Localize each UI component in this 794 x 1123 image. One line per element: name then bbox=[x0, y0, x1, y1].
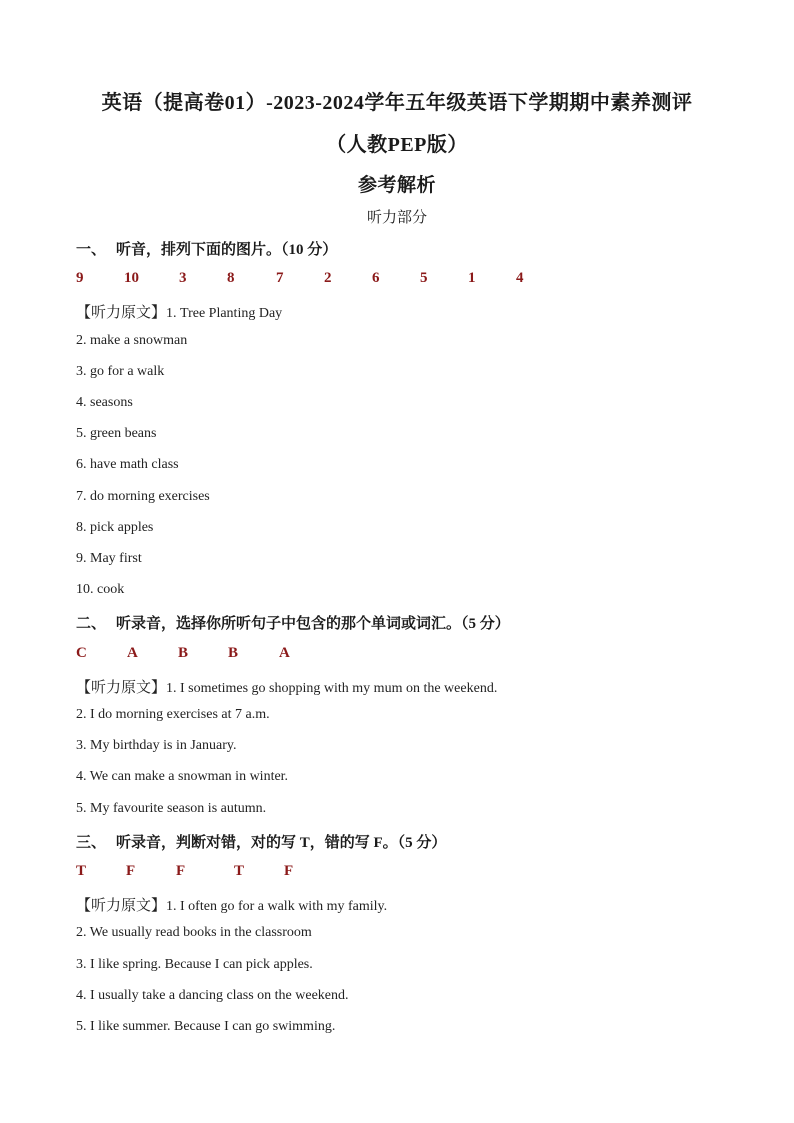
document-edition: （人教PEP版） bbox=[326, 134, 468, 156]
transcript-line: 2. We usually read books in the classroom bbox=[76, 925, 312, 940]
transcript-line: 2. make a snowman bbox=[76, 333, 188, 348]
answer-item: A bbox=[127, 645, 138, 661]
section-number: 一、 bbox=[76, 242, 107, 258]
document-heading: 参考解析 bbox=[357, 175, 436, 196]
transcript-line: 3. go for a walk bbox=[76, 364, 165, 379]
answer-item: 1 bbox=[468, 270, 476, 286]
answer-item: 3 bbox=[179, 270, 187, 286]
answer-item: C bbox=[76, 645, 87, 661]
answer-item: 9 bbox=[76, 270, 84, 286]
answer-item: B bbox=[228, 645, 239, 661]
answer-item: 7 bbox=[276, 270, 284, 286]
document-title: 英语（提高卷01）-2023-2024学年五年级英语下学期期中素养测评 bbox=[101, 92, 693, 114]
transcript-line: 4. seasons bbox=[76, 395, 133, 410]
transcript-line: 5. green beans bbox=[76, 426, 157, 441]
transcript-line: 7. do morning exercises bbox=[76, 489, 210, 504]
transcript-line: 10. cook bbox=[76, 582, 125, 597]
transcript-line: 8. pick apples bbox=[76, 520, 154, 535]
transcript-line: 2. I do morning exercises at 7 a.m. bbox=[76, 707, 270, 722]
answer-item: F bbox=[176, 863, 186, 879]
transcript-line: 3. My birthday is in January. bbox=[76, 738, 237, 753]
answer-item: B bbox=[178, 645, 189, 661]
transcript-line: 5. My favourite season is autumn. bbox=[76, 801, 267, 816]
answer-item: 2 bbox=[324, 270, 332, 286]
answer-item: A bbox=[279, 645, 290, 661]
transcript-tag: 【听力原文】 bbox=[76, 305, 167, 321]
transcript-line: 9. May first bbox=[76, 551, 142, 566]
transcript-line: 【听力原文】1. I often go for a walk with my family. bbox=[76, 898, 388, 914]
transcript-line: 3. I like spring. Because I can pick apples. bbox=[76, 957, 313, 972]
section-2-heading bbox=[76, 612, 510, 633]
transcript-line: 【听力原文】1. Tree Planting Day bbox=[76, 305, 283, 321]
section-1-heading bbox=[76, 238, 337, 259]
answer-item: 10 bbox=[124, 270, 139, 286]
section-title: 听音，排列下面的图片。（10 分） bbox=[116, 242, 338, 258]
answer-item: 6 bbox=[372, 270, 380, 286]
section-number: 二、 bbox=[76, 616, 107, 632]
section-title: 听录音，选择你所听句子中包含的那个单词或词汇。（5 分） bbox=[116, 616, 510, 632]
section-number: 三、 bbox=[76, 835, 107, 851]
answer-item: F bbox=[284, 863, 294, 879]
transcript-line: 6. have math class bbox=[76, 457, 179, 472]
section-subtitle: 听力部分 bbox=[366, 210, 427, 226]
answer-item: 8 bbox=[227, 270, 235, 286]
answer-item: T bbox=[234, 863, 245, 879]
answer-item: F bbox=[126, 863, 136, 879]
transcript-tag: 【听力原文】 bbox=[76, 680, 167, 696]
transcript-line: 4. I usually take a dancing class on the weekend. bbox=[76, 988, 349, 1003]
section-title: 听录音，判断对错，对的写 T，错的写 F。（5 分） bbox=[116, 835, 447, 851]
answer-item: 5 bbox=[420, 270, 428, 286]
answer-item: 4 bbox=[516, 270, 524, 286]
transcript-line: 5. I like summer. Because I can go swimming. bbox=[76, 1019, 336, 1034]
transcript-tag: 【听力原文】 bbox=[76, 898, 167, 914]
section-3-heading bbox=[76, 831, 446, 852]
transcript-line: 【听力原文】1. I sometimes go shopping with my mum on the weekend. bbox=[76, 680, 498, 696]
answer-item: T bbox=[76, 863, 87, 879]
transcript-line: 4. We can make a snowman in winter. bbox=[76, 769, 289, 784]
